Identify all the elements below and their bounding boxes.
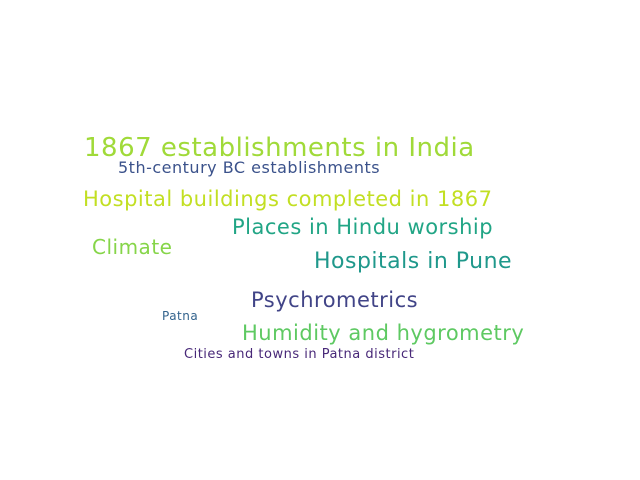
word-psychrometrics: Psychrometrics (251, 288, 419, 312)
word-climate: Climate (92, 235, 173, 259)
word-humidity-and-hygrometry: Humidity and hygrometry (242, 321, 525, 345)
word-places-in-hindu-worship: Places in Hindu worship (232, 215, 494, 239)
word-cities-and-towns-in-patna-district: Cities and towns in Patna district (184, 347, 415, 362)
word-hospital-buildings-completed-in-1867: Hospital buildings completed in 1867 (83, 187, 493, 211)
word-patna: Patna (162, 309, 199, 323)
word-5th-century-bc-establishments: 5th-century BC establishments (118, 158, 381, 177)
word-hospitals-in-pune: Hospitals in Pune (314, 249, 513, 274)
word-1867-establishments-in-india: 1867 establishments in India (84, 133, 475, 163)
